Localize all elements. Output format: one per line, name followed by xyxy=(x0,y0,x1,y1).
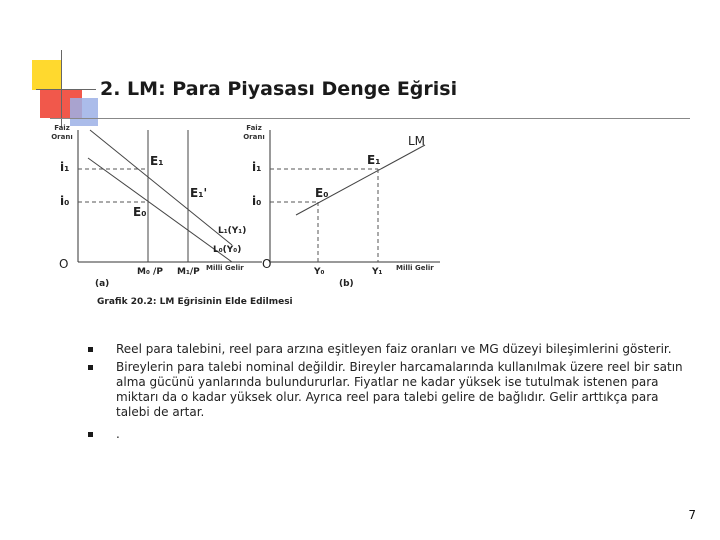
panel-a-m1p-label: M₁/P xyxy=(177,267,200,277)
panel-b-i1-label: i₁ xyxy=(252,160,262,174)
panel-b-i0-label: i₀ xyxy=(252,194,262,208)
bullet-square-icon xyxy=(88,432,93,437)
panel-a-e1-label: E₁ xyxy=(150,154,164,168)
bullet-item xyxy=(88,427,688,442)
panel-a-e0-label: E₀ xyxy=(133,205,147,219)
panel-b-e1-label: E₁ xyxy=(367,153,381,167)
panel-b-lm-label: LM xyxy=(408,134,426,148)
panel-b-y0-label: Y₀ xyxy=(314,267,325,277)
panel-a-l1-curve xyxy=(90,130,232,245)
page-number: 7 xyxy=(688,508,696,522)
panel-b-y1-label: Y₁ xyxy=(372,267,383,277)
panel-a-e1-prime-label: E₁' xyxy=(190,186,208,200)
panel-b-origin-label: O xyxy=(262,257,272,271)
bullet-square-icon xyxy=(88,347,93,352)
bullet-text: Bireylerin para talebi nominal değildir. Bireyler harcamalarında kullanılmak üzere reel bir satın alma gücünü yanlarında bulundururlar. Fiyatlar ne kadar yüksek ise tutulmak istenen para miktarı da o kadar yüksek olur. Ayrıca reel para talebi gelire de bağlıdır. Gelir arttıkça para talebi de artar. xyxy=(116,360,683,419)
panel-a-i0-label: i₀ xyxy=(60,194,70,208)
slide-title: 2. LM: Para Piyasası Denge Eğrisi xyxy=(100,78,458,100)
bullet-item xyxy=(88,360,688,420)
panel-a-l1-label: L₁(Y₁) xyxy=(218,226,247,236)
panel-a-tag: (a) xyxy=(95,279,110,289)
panel-a-x-axis-label: Milli Gelir xyxy=(206,264,244,272)
panel-a-l0-label: L₀(Y₀) xyxy=(213,245,242,255)
panel-a-m0p-label: M₀ /P xyxy=(137,267,163,277)
panel-b-lm-curve xyxy=(296,145,425,215)
bullet-text: Reel para talebini, reel para arzına eşitleyen faiz oranları ve MG düzeyi bileşimlerini gösterir. xyxy=(116,342,672,356)
bullet-list xyxy=(88,342,688,442)
panel-b-x-axis-label: Milli Gelir xyxy=(396,264,434,272)
panel-b-tag: (b) xyxy=(339,279,354,289)
panel-a-origin-label: O xyxy=(59,257,69,271)
panel-a-y-axis-label: Faiz Oranı xyxy=(51,124,73,141)
bullet-text: . xyxy=(116,427,120,441)
bullet-item xyxy=(88,342,688,357)
panel-b-y-axis-label: Faiz Oranı xyxy=(243,124,265,141)
figure-caption: Grafik 20.2: LM Eğrisinin Elde Edilmesi xyxy=(97,297,293,307)
panel-a-i1-label: i₁ xyxy=(60,160,70,174)
panel-b-e0-label: E₀ xyxy=(315,186,329,200)
bullet-square-icon xyxy=(88,365,93,370)
panel-a-l0-curve xyxy=(88,158,232,262)
